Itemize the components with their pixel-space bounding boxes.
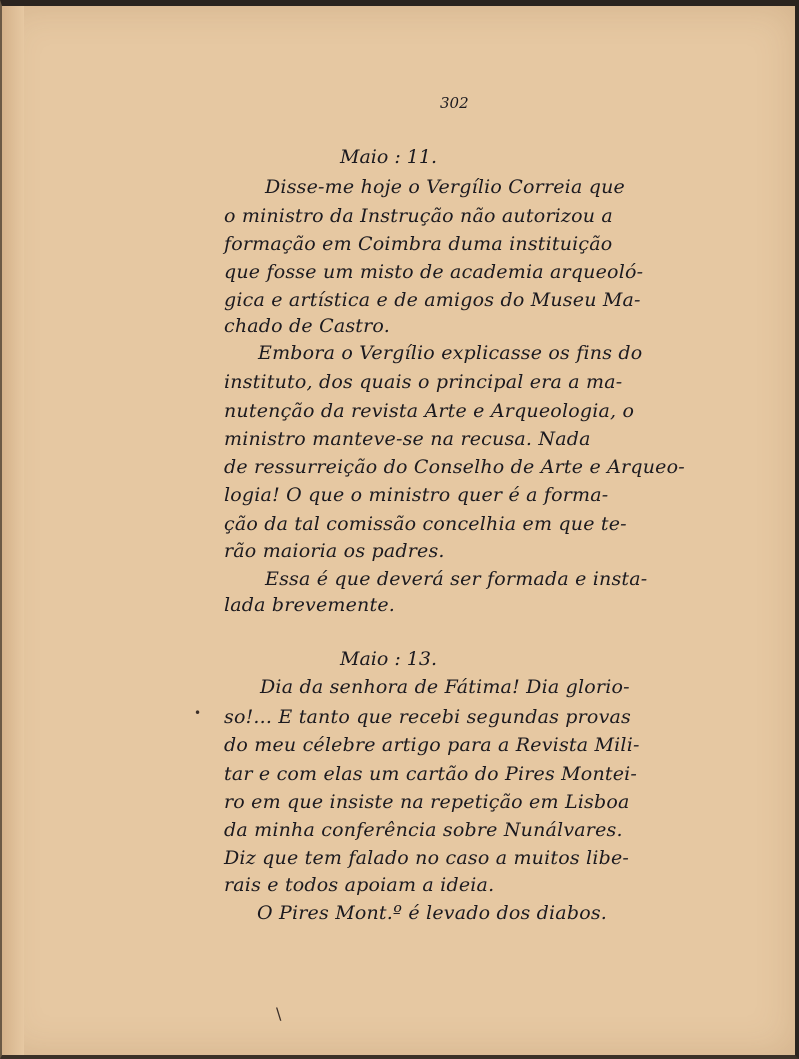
entry-line: nutenção da revista Arte e Arqueologia, o xyxy=(224,400,635,422)
entry-line: Disse-me hoje o Vergílio Correia que xyxy=(265,176,625,198)
entry-line: O Pires Mont.º é levado dos diabos. xyxy=(257,902,608,924)
entry-line: de ressurreição do Conselho de Arte e Arqueo- xyxy=(224,456,685,478)
entry-line: lada brevemente. xyxy=(224,594,396,616)
entry-line: rais e todos apoiam a ideia. xyxy=(224,874,495,896)
entry-heading: Maio : 11. xyxy=(340,146,437,168)
entry-line: que fosse um misto de academia arqueoló- xyxy=(224,261,644,283)
ink-mark: • xyxy=(194,706,202,720)
entry-line: ro em que insiste na repetição em Lisboa xyxy=(224,791,630,813)
entry-heading: Maio : 13. xyxy=(340,648,437,670)
entry-line: da minha conferência sobre Nunálvares. xyxy=(224,819,623,841)
page-spine-shadow xyxy=(2,6,24,1055)
entry-line: o ministro da Instrução não autorizou a xyxy=(224,205,613,227)
entry-line: logia! O que o ministro quer é a forma- xyxy=(224,484,609,506)
entry-line: Diz que tem falado no caso a muitos libe- xyxy=(224,847,630,869)
entry-line: so!... E tanto que recebi segundas provas xyxy=(224,706,631,728)
entry-line: ção da tal comissão concelhia em que te- xyxy=(224,513,627,535)
entry-line: ministro manteve-se na recusa. Nada xyxy=(224,428,591,450)
entry-line: tar e com elas um cartão do Pires Montei- xyxy=(224,763,638,785)
page-number: 302 xyxy=(440,94,469,112)
entry-line: do meu célebre artigo para a Revista Mili- xyxy=(224,734,640,756)
entry-line: formação em Coimbra duma instituição xyxy=(224,233,613,255)
entry-line: chado de Castro. xyxy=(224,315,390,337)
entry-line: rão maioria os padres. xyxy=(224,540,445,562)
ink-mark: \ xyxy=(276,1004,282,1023)
entry-line: instituto, dos quais o principal era a ma- xyxy=(224,371,623,393)
entry-line: gica e artística e de amigos do Museu Ma- xyxy=(224,289,641,311)
entry-line: Dia da senhora de Fátima! Dia glorio- xyxy=(260,676,630,698)
entry-line: Essa é que deverá ser formada e insta- xyxy=(265,568,648,590)
entry-line: Embora o Vergílio explicasse os fins do xyxy=(258,342,643,364)
